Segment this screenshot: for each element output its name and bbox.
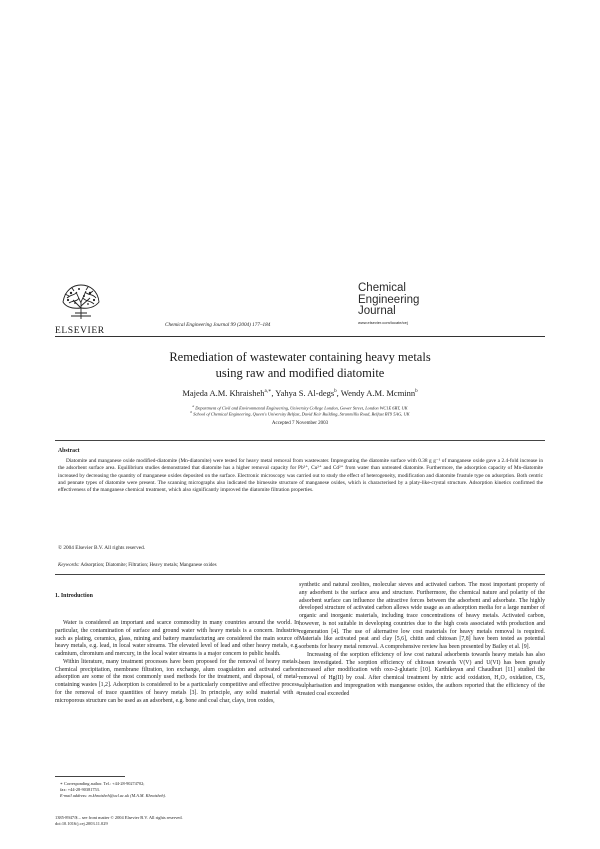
journal-url[interactable]: www.elsevier.com/locate/cej	[358, 319, 408, 325]
footnote-rule	[55, 776, 125, 777]
keywords	[58, 563, 217, 568]
affiliation-b	[60, 410, 540, 416]
header-divider	[55, 336, 545, 337]
publisher-name: ELSEVIER	[55, 326, 105, 336]
footnote-line: ∗ Corresponding author. Tel.: +44-28-90274702;	[60, 781, 145, 786]
elsevier-tree-icon	[59, 282, 103, 320]
paragraph: Increasing of the sorption efficiency of low cost natural adsorbents towards heavy metals has also been investigated. The sorption efficiency of chitosan towards V(V) and U(VI) has been greatly increased after modification with oxo-2-glutaric [10]. Karthikeyan and Chaudhuri [11] studied the removal of Hg(II) by coal. After chemical treatment by nitric acid oxidation, H₂O₂ oxidation, CS₂ sulpharisation and impregnation with manganese oxides, the authors reported that the efficiency of the treated coal exceeded	[299, 651, 545, 697]
article-title	[100, 349, 500, 381]
author-3-marker: b	[415, 389, 418, 395]
title-line-1: Remediation of wastewater containing heavy metals	[169, 350, 431, 364]
body-column-left	[55, 620, 299, 705]
keywords-list: Adsorption; Diatomite; Filtration; Heavy metals; Manganese oxides	[79, 563, 217, 568]
abstract-bottom-rule	[55, 574, 545, 575]
accepted-date: Accepted 7 November 2003	[271, 421, 329, 426]
journal-logo-line-3: Journal	[358, 305, 396, 317]
footnote-email[interactable]: E-mail address: m.khraisheh@ucl.ac.uk (M.A.M. Khraisheh).	[60, 793, 167, 798]
journal-logo	[358, 283, 438, 325]
affiliation-a-marker: a	[192, 404, 195, 408]
abstract-copyright: © 2004 Elsevier B.V. All rights reserved.	[58, 545, 146, 551]
paragraph: Within literature, many treatment processes have been proposed for the removal of heavy metals. Chemical precipitation, membrane filtration, ion exchange, alum coagulation and activated carbon adsorption are some of the most commonly used methods for the treatment, and disposal, of metal-containing wastes [1,2]. Adsorption is considered to be a particularly competitive and effective process for the removal of trace quantities of heavy metals [3]. In principle, any solid material with a microporous structure can be used as an adsorbent, e.g. bone and coal char, clays, iron oxides,	[55, 658, 299, 704]
paragraph: synthetic and natural zeolites, molecular sieves and activated carbon. The most important property of any adsorbent is the surface area and structure. Furthermore, the chemical nature and polarity of the adsorbent surface can influence the attractive forces between the adsorbent and adsorbate. The highly developed structure of activated carbon allows wide usage as an adsorption media for a large number of organic and inorganic materials, including trace concentrations of heavy metals. Activated carbon, however, is not suitable in developing countries due to the high costs associated with production and regeneration [4]. The use of alternative low cost materials for heavy metals removal is required. Materials like activated peat and clay [5,6], chitin and chitosan [7,8] have been tested as potential sorbents for heavy metal removal. A comprehensive review has been presented by Bailey et al. [9].	[299, 582, 545, 650]
doi-line[interactable]: doi:10.1016/j.cej.2003.11.029	[55, 821, 108, 827]
author-3: , Wendy A.M. Mcminn	[336, 388, 416, 398]
paragraph: Water is considered an important and scarce commodity in many countries around the world. In particular, the contamination of surface and ground water with heavy metals is a concern. Industries such as plating, ceramics, glass, mining and battery manufacturing are considered the main source of heavy metals, e.g. lead, in local water streams. The elevated level of lead and other heavy metals, e.g. cadmium, chromium and mercury, in the local water streams is a major concern to public health.	[55, 620, 299, 657]
section-heading-introduction: 1. Introduction	[55, 593, 93, 599]
author-list	[70, 388, 530, 398]
body-column-right	[299, 582, 545, 698]
journal-logo-line-1: Chemical	[358, 282, 406, 294]
elsevier-logo	[55, 282, 107, 336]
author-2: , Yahya S. Al-degs	[271, 388, 335, 398]
footnote	[60, 781, 166, 799]
affiliation-b-text: School of Chemical Engineering, Queen's University Belfast, David Keir Building, Stranmillis Road, Belfast BT9 5AG, UK	[192, 411, 410, 417]
abstract-text: Diatomite and manganese oxide modified-diatomite (Mn-diatomite) were tested for heavy metal removal from wastewater. Impregnating the diatomite surface with 0.38 g g⁻¹ of manganese oxide gave a 2.4-fold increase in the adsorbent surface area. Equilibrium studies demonstrated that diatomite has a higher removal capacity for Pb²⁺, Cu²⁺ and Cd²⁺ from water than untreated diatomite. Furthermore, the adsorption capacity of Mn-diatomite increased by decreasing the quantity of manganese oxides deposited on the surface. Electronic microscopy was carried out to study the effect of heterogeneity, modification and diatomite frustule type on adsorption. Both centric and pennate types of diatomite were present. The scanning micrographs also indicated the birnessite structure of manganese oxides, which is characterised by a platy-like-crystal structure. Adsorption kinetics confirmed the effectiveness of the manganese chemical treatment, which also significantly improved the diatomite filtration properties.	[58, 458, 543, 494]
abstract-heading: Abstract	[58, 448, 80, 454]
issn-line: 1385-8947/$ – see front matter © 2004 Elsevier B.V. All rights reserved.	[55, 815, 183, 820]
journal-reference: Chemical Engineering Journal 99 (2004) 177–184	[165, 322, 271, 328]
affiliation-b-marker: b	[190, 410, 193, 414]
bottom-matter	[55, 815, 183, 827]
author-1: Majeda A.M. Khraisheh	[182, 388, 265, 398]
author-1-marker: a,∗	[264, 389, 272, 395]
title-line-2: using raw and modified diatomite	[215, 366, 385, 380]
journal-logo-line-2: Engineering	[358, 293, 420, 306]
footnote-line: fax: +44-28-90381753.	[60, 787, 100, 792]
abstract-top-rule	[55, 440, 545, 441]
affiliation-a-text: Department of Civil and Environmental Engineering, University College London, Gower Street, London WC1E 6BT, UK	[194, 405, 408, 411]
keywords-label: Keywords:	[58, 563, 80, 568]
author-2-marker: b	[334, 389, 337, 395]
